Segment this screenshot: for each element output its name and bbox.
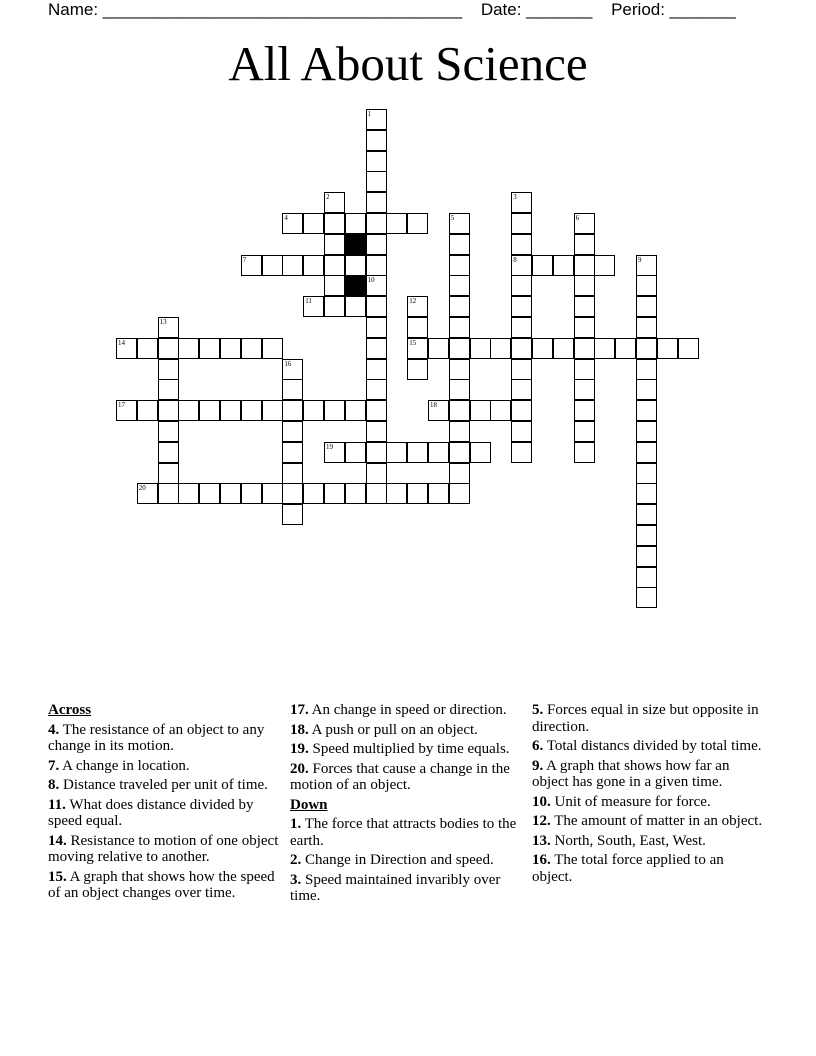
crossword-cell[interactable] [594,255,615,276]
crossword-cell[interactable] [345,483,366,504]
crossword-cell[interactable] [262,400,283,421]
crossword-cell[interactable] [366,151,387,172]
crossword-cell[interactable] [366,338,387,359]
crossword-cell[interactable] [262,255,283,276]
crossword-cell[interactable] [386,213,407,234]
clue-number: 7 [242,255,247,264]
crossword-cell[interactable] [449,379,470,400]
date-field[interactable]: Date: _______ [480,0,593,19]
clue-item [48,869,280,902]
clue-item-number: 19. [290,741,309,757]
crossword-cell[interactable] [574,213,595,234]
crossword-cell[interactable] [428,442,449,463]
clue-item-text: The amount of matter in an object. [550,813,763,829]
clue-item [532,813,764,830]
clue-item [290,816,522,849]
clue-number: 2 [326,193,330,202]
crossword-cell[interactable] [511,379,532,400]
crossword-cell[interactable] [324,234,345,255]
crossword-cell[interactable] [636,359,657,380]
crossword-cell[interactable] [366,109,387,130]
crossword-cell[interactable] [366,192,387,213]
crossword-cell[interactable] [407,442,428,463]
crossword-cell[interactable] [636,421,657,442]
clue-number: 13 [159,318,167,326]
clue-item-text: Speed maintained invaribly over time. [290,871,501,904]
clue-number: 6 [575,214,580,222]
crossword-cell[interactable] [449,442,470,463]
clue-item-number: 4. [48,721,60,738]
crossword-cell[interactable] [470,442,491,463]
clue-item-text: Unit of measure for force. [550,793,711,810]
clue-item [48,777,280,794]
crossword-cell[interactable] [220,400,241,421]
crossword-cell[interactable] [303,255,324,276]
crossword-cell[interactable] [636,587,657,608]
crossword-cell[interactable] [449,317,470,338]
crossword-cell[interactable] [282,421,303,442]
clue-item [290,852,522,869]
crossword-cell[interactable] [428,338,449,359]
crossword-cell[interactable] [241,400,262,421]
crossword-cell[interactable] [262,338,283,359]
crossword-cell[interactable] [636,338,657,359]
crossword-cell[interactable] [574,442,595,463]
page-title: All About Science [228,36,588,91]
crossword-cell[interactable] [345,296,366,317]
clue-item-number: 20. [290,760,309,777]
clue-item-number: 12. [532,813,551,829]
crossword-cell[interactable] [449,421,470,442]
crossword-cell[interactable] [366,130,387,151]
crossword-cell[interactable] [116,400,137,421]
clue-item-text: Change in Direction and speed. [301,852,494,868]
crossword-cell[interactable] [282,213,303,234]
crossword-cell[interactable] [366,275,387,296]
crossword-cell[interactable] [303,213,324,234]
crossword-cell[interactable] [407,317,428,338]
period-field[interactable]: Period: _______ [611,0,736,19]
crossword-cell[interactable] [511,338,532,359]
crossword-cell[interactable] [636,442,657,463]
clue-item-number: 2. [290,852,302,868]
crossword-cell[interactable] [137,483,158,504]
clue-item-number: 5. [532,702,544,718]
crossword-cell[interactable] [366,421,387,442]
clue-item-text: Forces equal in size but opposite in direction. [532,702,759,735]
clue-item-number: 11. [48,796,66,813]
crossword-cell[interactable] [386,442,407,463]
crossword-cell[interactable] [428,400,449,421]
crossword-cell[interactable] [511,296,532,317]
clue-item-text: An change in speed or direction. [308,702,507,718]
clues-column-2 [290,702,522,908]
clue-item-text: Resistance to motion of one object moving relative to another. [48,832,279,865]
crossword-block [345,234,366,255]
crossword-cell[interactable] [574,421,595,442]
crossword-cell[interactable] [532,255,553,276]
crossword-cell[interactable] [324,442,345,463]
clues-column-3 [532,702,764,888]
crossword-cell[interactable] [220,483,241,504]
crossword-cell[interactable] [366,483,387,504]
crossword-cell[interactable] [366,255,387,276]
clue-item-text: A graph that shows how far an object has gone in a given time. [532,757,730,790]
crossword-cell[interactable] [636,483,657,504]
clue-item [532,702,764,735]
crossword-cell[interactable] [490,338,511,359]
crossword-cell[interactable] [636,463,657,484]
crossword-cell[interactable] [574,400,595,421]
crossword-cell[interactable] [615,338,636,359]
clue-item-text: A graph that shows how the speed of an object changes over time. [48,868,275,901]
crossword-cell[interactable] [282,255,303,276]
clue-number: 3 [513,193,517,202]
crossword-cell[interactable] [574,317,595,338]
crossword-cell[interactable] [366,359,387,380]
clue-item-number: 1. [290,816,302,832]
crossword-cell[interactable] [282,483,303,504]
crossword-cell[interactable] [324,275,345,296]
crossword-cell[interactable] [407,296,428,317]
crossword-cell[interactable] [158,317,179,338]
clue-item-text: The total force applied to an object. [532,852,724,885]
crossword-cell[interactable] [282,379,303,400]
clue-item-text: The force that attracts bodies to the earth. [290,816,517,849]
crossword-cell[interactable] [449,213,470,234]
clue-item-number: 15. [48,868,67,885]
crossword-cell[interactable] [158,379,179,400]
crossword-cell[interactable] [303,296,324,317]
clue-number: 10 [367,276,375,285]
clue-item-number: 13. [532,832,551,849]
crossword-cell[interactable] [511,317,532,338]
clue-item-number: 8. [48,777,60,793]
crossword-cell[interactable] [449,463,470,484]
name-field[interactable]: Name: ______________________________________ [48,0,463,19]
crossword-cell[interactable] [636,546,657,567]
clue-item [532,794,764,811]
crossword-cell[interactable] [158,338,179,359]
clue-number: 4 [284,214,288,222]
crossword-cell[interactable] [241,255,262,276]
clues-column-1 [48,702,280,905]
clue-number: 12 [409,297,417,306]
crossword-cell[interactable] [324,255,345,276]
crossword-cell[interactable] [511,192,532,213]
crossword-cell[interactable] [428,483,449,504]
clue-item [290,702,522,719]
clue-item [532,758,764,791]
crossword-cell[interactable] [366,213,387,234]
crossword-cell[interactable] [511,275,532,296]
clue-number: 18 [430,401,437,410]
clue-item [290,761,522,794]
crossword-cell[interactable] [511,255,532,276]
clue-number: 9 [638,255,642,264]
crossword-cell[interactable] [636,255,657,276]
clue-item [532,852,764,885]
crossword-cell[interactable] [636,567,657,588]
clue-item [48,833,280,866]
clue-item [48,797,280,830]
crossword-cell[interactable] [282,359,303,380]
crossword-cell[interactable] [511,359,532,380]
crossword-cell[interactable] [199,338,220,359]
crossword-cell[interactable] [511,442,532,463]
clue-number: 19 [326,442,333,451]
clue-item-text: The resistance of an object to any change in its motion. [48,721,265,754]
crossword-cell[interactable] [158,400,179,421]
crossword-cell[interactable] [116,338,137,359]
crossword-cell[interactable] [241,483,262,504]
clue-number: 5 [450,214,455,222]
crossword-cell[interactable] [199,400,220,421]
crossword-cell[interactable] [158,359,179,380]
crossword-cell[interactable] [303,483,324,504]
clue-number: 16 [284,359,292,368]
crossword-cell[interactable] [511,400,532,421]
crossword-cell[interactable] [158,463,179,484]
crossword-cell[interactable] [657,338,678,359]
crossword-cell[interactable] [470,338,491,359]
crossword-cell[interactable] [636,379,657,400]
crossword-cell[interactable] [470,400,491,421]
clue-item [290,741,522,758]
crossword-cell[interactable] [636,296,657,317]
crossword-cell[interactable] [574,255,595,276]
crossword-cell[interactable] [407,213,428,234]
crossword-cell[interactable] [449,483,470,504]
crossword-cell[interactable] [324,192,345,213]
clue-number: 20 [138,484,146,493]
clue-item-number: 9. [532,757,544,774]
crossword-cell[interactable] [678,338,699,359]
crossword-cell[interactable] [636,400,657,421]
clue-item [290,872,522,905]
crossword-cell[interactable] [532,338,553,359]
crossword-cell[interactable] [220,338,241,359]
crossword-cell[interactable] [366,317,387,338]
crossword-cell[interactable] [574,296,595,317]
crossword-cell[interactable] [324,296,345,317]
crossword-cell[interactable] [366,171,387,192]
crossword-cell[interactable] [324,483,345,504]
crossword-cell[interactable] [553,338,574,359]
crossword-cell[interactable] [490,400,511,421]
clue-item-text: North, South, East, West. [550,832,706,849]
clue-number: 8 [513,255,517,264]
crossword-cell[interactable] [574,234,595,255]
crossword-cell[interactable] [553,255,574,276]
crossword-cell[interactable] [511,213,532,234]
crossword-cell[interactable] [574,275,595,296]
clue-item [532,833,764,850]
clue-item-text: Total distancs divided by total time. [543,738,762,754]
clue-number: 15 [409,338,417,347]
clue-heading: Down [290,796,328,813]
crossword-cell[interactable] [282,504,303,525]
clue-item-text: Distance traveled per unit of time. [59,777,268,793]
crossword-cell[interactable] [303,400,324,421]
crossword-cell[interactable] [407,359,428,380]
crossword-cell[interactable] [345,400,366,421]
clue-item [48,758,280,775]
crossword-cell[interactable] [594,338,615,359]
crossword-cell[interactable] [449,255,470,276]
crossword-cell[interactable] [137,338,158,359]
crossword-cell[interactable] [511,421,532,442]
crossword-cell[interactable] [449,296,470,317]
crossword-cell[interactable] [449,234,470,255]
crossword-cell[interactable] [366,234,387,255]
clue-item [290,722,522,739]
crossword-cell[interactable] [241,338,262,359]
crossword-cell[interactable] [636,275,657,296]
crossword-cell[interactable] [407,483,428,504]
clue-item-number: 14. [48,832,67,849]
clue-item-text: What does distance divided by speed equal. [48,796,254,829]
crossword-cell[interactable] [158,421,179,442]
clue-number: 1 [367,110,372,118]
clue-item-text: Forces that cause a change in the motion of an object. [290,760,510,793]
clue-item-number: 17. [290,702,309,718]
clue-item-text: A change in location. [59,757,190,774]
crossword-cell[interactable] [366,400,387,421]
crossword-cell[interactable] [366,463,387,484]
clue-item-text: A push or pull on an object. [308,721,478,738]
crossword-cell[interactable] [366,379,387,400]
crossword-cell[interactable] [449,275,470,296]
crossword-cell[interactable] [262,483,283,504]
clue-item [532,738,764,755]
clue-item-number: 18. [290,721,309,738]
crossword-cell[interactable] [366,442,387,463]
crossword-cell[interactable] [574,338,595,359]
crossword-cell[interactable] [636,525,657,546]
crossword-cell[interactable] [282,442,303,463]
clue-item-number: 10. [532,793,551,810]
clue-item-text: Speed multiplied by time equals. [308,741,510,757]
crossword-cell[interactable] [345,442,366,463]
clue-item-number: 16. [532,852,551,868]
crossword-cell[interactable] [158,483,179,504]
crossword-cell[interactable] [386,483,407,504]
crossword-cell[interactable] [137,400,158,421]
clue-number: 11 [305,297,312,306]
crossword-cell[interactable] [345,255,366,276]
clue-item-number: 3. [290,871,302,888]
crossword-cell[interactable] [511,234,532,255]
crossword-cell[interactable] [574,359,595,380]
crossword-cell[interactable] [449,400,470,421]
crossword-cell[interactable] [199,483,220,504]
crossword-cell[interactable] [449,338,470,359]
crossword-cell[interactable] [574,379,595,400]
crossword-cell[interactable] [178,400,199,421]
crossword-cell[interactable] [366,296,387,317]
crossword-block [345,275,366,296]
crossword-cell[interactable] [324,400,345,421]
crossword-cell[interactable] [282,463,303,484]
crossword-cell[interactable] [636,317,657,338]
crossword-cell[interactable] [449,359,470,380]
crossword-cell[interactable] [282,400,303,421]
crossword-cell[interactable] [345,213,366,234]
crossword-cell[interactable] [407,338,428,359]
clue-number: 17 [118,401,125,410]
crossword-cell[interactable] [636,504,657,525]
crossword-cell[interactable] [178,483,199,504]
crossword-cell[interactable] [158,442,179,463]
clue-item-number: 7. [48,757,60,774]
clue-number: 14 [118,338,125,347]
crossword-cell[interactable] [324,213,345,234]
crossword-cell[interactable] [178,338,199,359]
clue-item-number: 6. [532,738,544,754]
clue-heading: Across [48,702,92,718]
clue-item [48,722,280,755]
